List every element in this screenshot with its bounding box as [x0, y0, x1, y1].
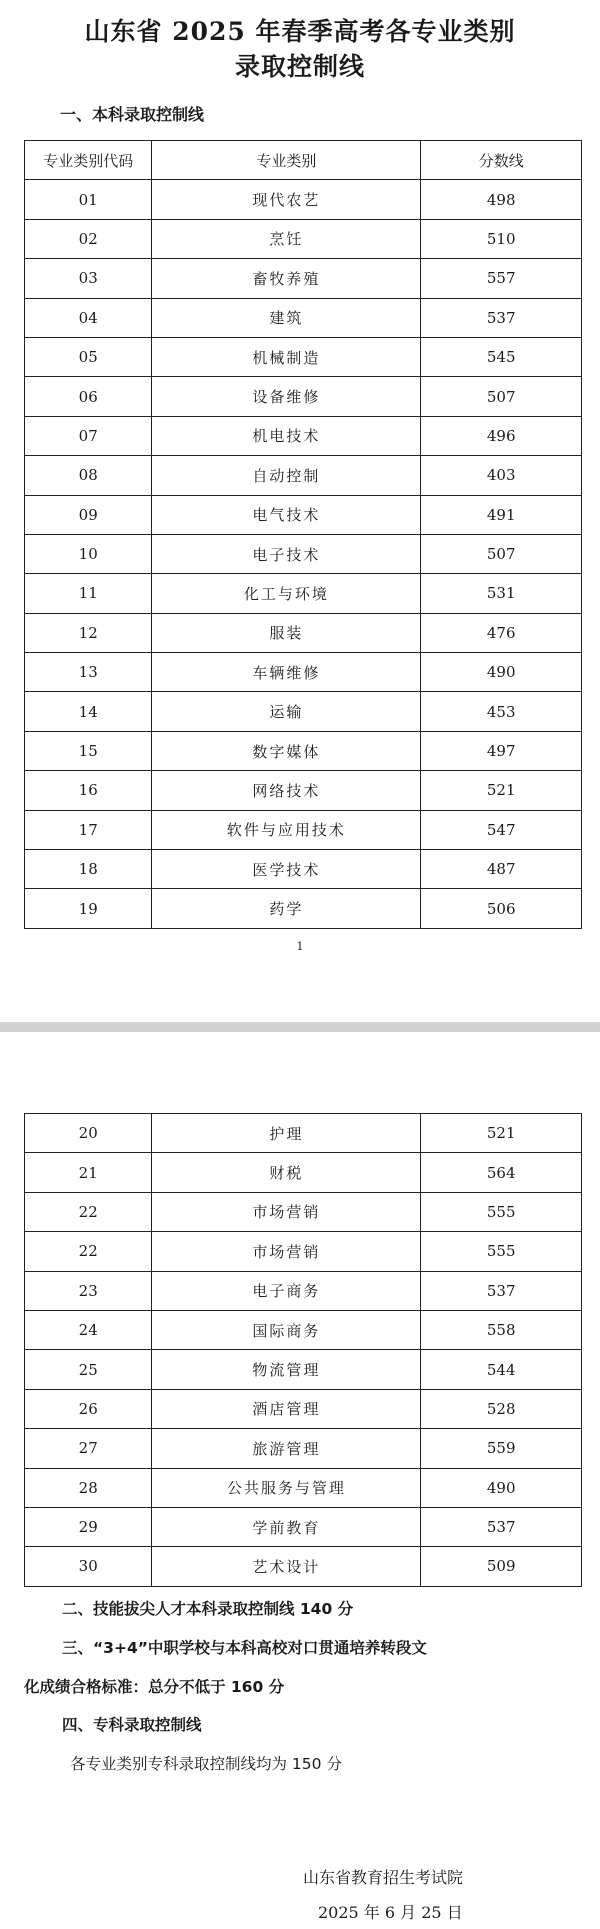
- table-row: [25, 1232, 582, 1271]
- document-title-line1: 山东省 2025 年春季高考各专业类别: [84, 17, 516, 46]
- score-cell: 537: [421, 298, 582, 337]
- category-name-cell: 运输: [152, 692, 421, 731]
- score-cell: 476: [421, 613, 582, 652]
- category-name-cell: 旅游管理: [152, 1429, 421, 1468]
- table-row: [25, 1389, 582, 1428]
- signature-org: 山东省教育招生考试院: [303, 1868, 464, 1887]
- category-name-cell: 艺术设计: [152, 1547, 421, 1586]
- section3-line2: 化成绩合格标准：总分不低于 160 分: [24, 1678, 285, 1696]
- category-code-cell: 15: [25, 731, 152, 770]
- category-code-cell: 22: [25, 1192, 152, 1231]
- category-name-cell: 电子技术: [152, 534, 421, 573]
- category-code-cell: 14: [25, 692, 152, 731]
- category-code-cell: 13: [25, 653, 152, 692]
- undergrad-score-table-page2: [24, 1113, 582, 1587]
- score-cell: 403: [421, 456, 582, 495]
- table-row: [25, 771, 582, 810]
- score-cell: 544: [421, 1350, 582, 1389]
- category-name-cell: 机械制造: [152, 337, 421, 376]
- table-row: [25, 219, 582, 258]
- score-cell: 521: [421, 771, 582, 810]
- score-cell: 559: [421, 1429, 582, 1468]
- score-cell: 531: [421, 574, 582, 613]
- category-name-cell: 公共服务与管理: [152, 1468, 421, 1507]
- category-code-cell: 04: [25, 298, 152, 337]
- table-row: [25, 1507, 582, 1546]
- category-code-cell: 01: [25, 180, 152, 219]
- category-code-cell: 11: [25, 574, 152, 613]
- score-cell: 507: [421, 534, 582, 573]
- table-row: [25, 1153, 582, 1192]
- category-name-cell: 市场营销: [152, 1232, 421, 1271]
- category-code-cell: 29: [25, 1507, 152, 1546]
- table-row: [25, 1310, 582, 1349]
- category-code-cell: 17: [25, 810, 152, 849]
- score-cell: 537: [421, 1507, 582, 1546]
- score-cell: 557: [421, 259, 582, 298]
- table-row: [25, 1114, 582, 1153]
- page-number: 1: [296, 940, 304, 953]
- category-name-cell: 国际商务: [152, 1310, 421, 1349]
- category-name-cell: 车辆维修: [152, 653, 421, 692]
- category-name-cell: 物流管理: [152, 1350, 421, 1389]
- score-cell: 491: [421, 495, 582, 534]
- table-row: [25, 810, 582, 849]
- category-code-cell: 27: [25, 1429, 152, 1468]
- score-cell: 521: [421, 1114, 582, 1153]
- signature-date: 2025 年 6 月 25 日: [318, 1903, 463, 1922]
- category-code-cell: 18: [25, 850, 152, 889]
- score-cell: 558: [421, 1310, 582, 1349]
- category-name-cell: 畜牧养殖: [152, 259, 421, 298]
- table-row: [25, 495, 582, 534]
- category-code-cell: 25: [25, 1350, 152, 1389]
- score-cell: 506: [421, 889, 582, 928]
- score-cell: 545: [421, 337, 582, 376]
- category-code-cell: 24: [25, 1310, 152, 1349]
- score-cell: 528: [421, 1389, 582, 1428]
- category-code-cell: 23: [25, 1271, 152, 1310]
- category-code-cell: 07: [25, 416, 152, 455]
- category-code-cell: 21: [25, 1153, 152, 1192]
- category-name-cell: 护理: [152, 1114, 421, 1153]
- table-row: [25, 377, 582, 416]
- score-cell: 453: [421, 692, 582, 731]
- table-row: [25, 889, 582, 928]
- header-category: 专业类别: [152, 141, 421, 180]
- table-row: [25, 1429, 582, 1468]
- category-code-cell: 10: [25, 534, 152, 573]
- category-name-cell: 化工与环境: [152, 574, 421, 613]
- page-divider: [0, 1022, 600, 1032]
- score-cell: 510: [421, 219, 582, 258]
- table-row: [25, 613, 582, 652]
- category-name-cell: 建筑: [152, 298, 421, 337]
- undergrad-score-table-page1: [24, 140, 582, 929]
- score-cell: 490: [421, 653, 582, 692]
- table-row: [25, 1192, 582, 1231]
- category-code-cell: 12: [25, 613, 152, 652]
- section4-heading: 四、专科录取控制线: [62, 1716, 202, 1734]
- score-cell: 564: [421, 1153, 582, 1192]
- category-code-cell: 22: [25, 1232, 152, 1271]
- category-name-cell: 数字媒体: [152, 731, 421, 770]
- table-row: [25, 574, 582, 613]
- category-name-cell: 网络技术: [152, 771, 421, 810]
- score-cell: 555: [421, 1192, 582, 1231]
- category-name-cell: 现代农艺: [152, 180, 421, 219]
- category-name-cell: 机电技术: [152, 416, 421, 455]
- category-name-cell: 电子商务: [152, 1271, 421, 1310]
- table-row: [25, 259, 582, 298]
- category-name-cell: 烹饪: [152, 219, 421, 258]
- table-row: [25, 692, 582, 731]
- table-row: [25, 1547, 582, 1586]
- table-row: [25, 456, 582, 495]
- category-code-cell: 06: [25, 377, 152, 416]
- category-code-cell: 20: [25, 1114, 152, 1153]
- score-cell: 537: [421, 1271, 582, 1310]
- header-score: 分数线: [421, 141, 582, 180]
- category-code-cell: 03: [25, 259, 152, 298]
- table-row: [25, 850, 582, 889]
- table-row: [25, 534, 582, 573]
- table-header-row: [25, 141, 582, 180]
- section2-text: 二、技能拔尖人才本科录取控制线 140 分: [62, 1600, 354, 1618]
- category-code-cell: 08: [25, 456, 152, 495]
- category-code-cell: 19: [25, 889, 152, 928]
- section1-heading: 一、本科录取控制线: [60, 105, 205, 124]
- section3-line1: 三、“3+4”中职学校与本科高校对口贯通培养转段文: [62, 1639, 427, 1657]
- score-cell: 496: [421, 416, 582, 455]
- score-cell: 547: [421, 810, 582, 849]
- score-cell: 490: [421, 1468, 582, 1507]
- category-code-cell: 30: [25, 1547, 152, 1586]
- category-name-cell: 自动控制: [152, 456, 421, 495]
- table-row: [25, 731, 582, 770]
- section4-text: 各专业类别专科录取控制线均为 150 分: [70, 1755, 342, 1773]
- category-name-cell: 医学技术: [152, 850, 421, 889]
- table-row: [25, 1271, 582, 1310]
- table-row: [25, 416, 582, 455]
- category-name-cell: 财税: [152, 1153, 421, 1192]
- category-name-cell: 服装: [152, 613, 421, 652]
- category-code-cell: 09: [25, 495, 152, 534]
- table-row: [25, 337, 582, 376]
- table-row: [25, 1468, 582, 1507]
- category-name-cell: 软件与应用技术: [152, 810, 421, 849]
- table-row: [25, 180, 582, 219]
- score-cell: 498: [421, 180, 582, 219]
- table-row: [25, 1350, 582, 1389]
- category-code-cell: 16: [25, 771, 152, 810]
- category-name-cell: 设备维修: [152, 377, 421, 416]
- category-name-cell: 学前教育: [152, 1507, 421, 1546]
- score-cell: 507: [421, 377, 582, 416]
- table-row: [25, 653, 582, 692]
- category-code-cell: 05: [25, 337, 152, 376]
- score-cell: 497: [421, 731, 582, 770]
- category-name-cell: 酒店管理: [152, 1389, 421, 1428]
- document-title-line2: 录取控制线: [234, 52, 365, 81]
- score-cell: 509: [421, 1547, 582, 1586]
- category-code-cell: 28: [25, 1468, 152, 1507]
- category-name-cell: 电气技术: [152, 495, 421, 534]
- header-code: 专业类别代码: [25, 141, 152, 180]
- category-code-cell: 26: [25, 1389, 152, 1428]
- score-cell: 487: [421, 850, 582, 889]
- score-cell: 555: [421, 1232, 582, 1271]
- category-name-cell: 药学: [152, 889, 421, 928]
- table-row: [25, 298, 582, 337]
- category-code-cell: 02: [25, 219, 152, 258]
- category-name-cell: 市场营销: [152, 1192, 421, 1231]
